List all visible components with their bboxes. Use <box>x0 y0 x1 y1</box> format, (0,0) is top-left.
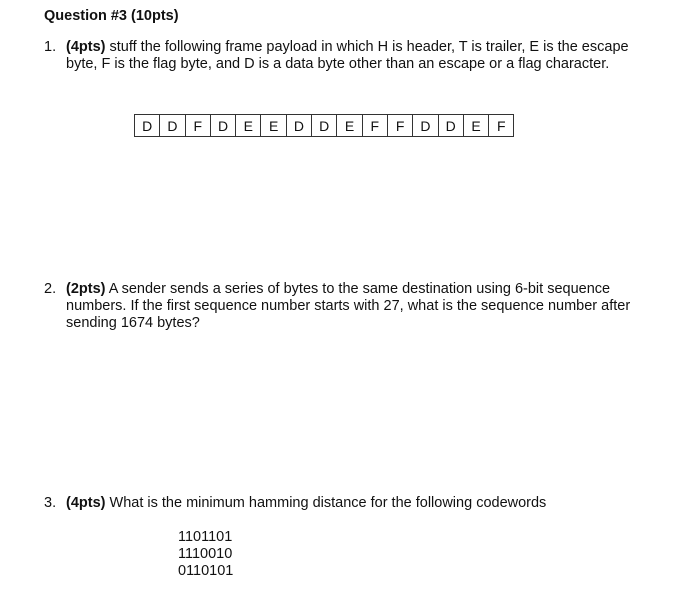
frame-payload-row <box>135 115 514 137</box>
payload-byte-12: D <box>413 115 438 137</box>
codeword-2: 1110010 <box>178 546 233 562</box>
question-2-body: A sender sends a series of bytes to the same destination using 6-bit sequence numbers. If the first sequence number starts with 27, what is the sequence number after sending 1674 bytes? <box>66 281 631 331</box>
question-3-text <box>66 495 664 512</box>
payload-byte-6: E <box>261 115 286 137</box>
frame-payload-table <box>134 114 514 137</box>
question-3-points: (4pts) <box>66 495 106 511</box>
question-title: Question #3 (10pts) <box>44 8 179 24</box>
question-2-number: 2. <box>44 281 57 297</box>
question-1-number: 1. <box>44 39 57 55</box>
question-1-points: (4pts) <box>66 39 106 55</box>
question-3 <box>44 495 664 512</box>
payload-byte-7: D <box>286 115 311 137</box>
question-2 <box>44 281 664 332</box>
payload-byte-13: D <box>438 115 463 137</box>
question-1 <box>44 39 664 73</box>
question-2-text <box>66 281 664 332</box>
payload-byte-15: F <box>489 115 514 137</box>
payload-byte-9: E <box>337 115 362 137</box>
payload-byte-8: D <box>312 115 337 137</box>
payload-byte-14: E <box>463 115 488 137</box>
payload-byte-4: D <box>210 115 235 137</box>
payload-byte-11: F <box>387 115 412 137</box>
payload-byte-10: F <box>362 115 387 137</box>
question-1-text <box>66 39 664 73</box>
payload-byte-5: E <box>236 115 261 137</box>
question-3-body: What is the minimum hamming distance for the following codewords <box>105 495 547 511</box>
question-3-number: 3. <box>44 495 57 511</box>
payload-byte-2: D <box>160 115 185 137</box>
payload-byte-1: D <box>135 115 160 137</box>
codeword-3: 0110101 <box>178 563 234 579</box>
codeword-1: 1101101 <box>178 529 233 545</box>
question-2-points: (2pts) <box>66 281 106 297</box>
payload-byte-3: F <box>185 115 210 137</box>
codeword-list <box>178 529 233 580</box>
question-1-body: stuff the following frame payload in which H is header, T is trailer, E is the escape byte, F is the flag byte, and D is a data byte other than an escape or a flag character. <box>66 39 629 72</box>
